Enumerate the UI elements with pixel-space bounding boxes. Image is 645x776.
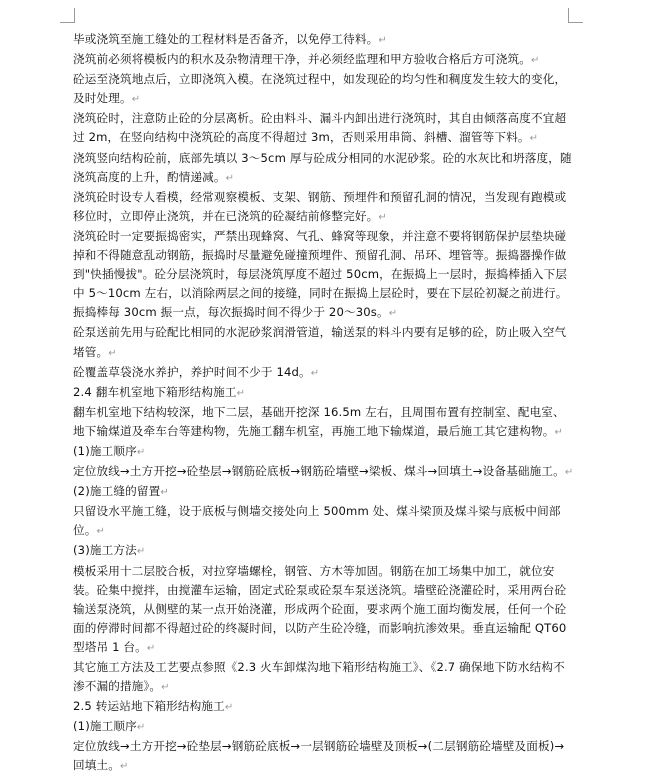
paragraph-mark: ↵: [136, 546, 146, 558]
document-body[interactable]: [73, 30, 575, 776]
paragraph-mark: ↵: [136, 722, 146, 734]
paragraph-sequence-steps: 定位放线→土方开挖→砼垫层→钢筋砼底板→钢筋砼墙壁→梁板、煤斗→回填土→设备基础施工。↵: [73, 464, 574, 479]
paragraph-dumper-room-overview: 翻车机室地下结构较深，地下二层，基础开挖深 16.5m 左右，且周围布置有控制室、配电室、地下输煤道及牵车台等建构物，先施工翻车机室，再施工地下输煤道，最后施工其它建构物。↵: [73, 404, 565, 438]
paragraph-mark: ↵: [225, 172, 235, 184]
paragraph-vertical-structure: 浇筑竖向结构砼前，底部先填以 3～5cm 厚与砼成分相同的水泥砂浆。砼的水灰比和坍落度，随浇筑高度的上升，酌情递减。↵: [73, 150, 572, 184]
paragraph-mark: ↵: [564, 467, 574, 479]
paragraph-mark: ↵: [146, 642, 156, 654]
paragraph-mark: ↵: [160, 487, 169, 499]
subheading-construction-method: (3)施工方法↵: [73, 543, 146, 558]
subheading-construction-sequence: (1)施工顺序↵: [73, 443, 146, 458]
subheading-construction-joints: (2)施工缝的留置↵: [73, 484, 169, 499]
paragraph-mark: ↵: [224, 702, 234, 714]
paragraph-concrete-delivery: 砼运至浇筑地点后，立即浇筑入模。在浇筑过程中，如发现砼的均匀性和稠度发生较大的变化，及时处理。↵: [73, 72, 567, 106]
paragraph-mark: ↵: [531, 55, 540, 67]
paragraph-method-details: 模板采用十二层胶合板，对拉穿墙螺栓，钢管、方木等加固。钢筋在加工场集中加工，就位安装。砼集中搅拌，由搅灌车运输，固定式砼泵或砼泵车泵送浇筑。墙壁砼浇灌砼时，采用两台砼输送泵浇筑，从侧壁的某一点开始浇灌，形成两个砼面，要求两个施工面均衡发展，任何一个砼面的停滞时间都不得超过砼的终凝时间，以防产生砼冷缝，而影响抗渗效果。垂直运输配 QT60 型塔吊 1 台。↵: [73, 563, 567, 654]
paragraph-mark: ↵: [108, 347, 117, 359]
heading-section-2-5: 2.5 转运站地下箱形结构施工↵: [73, 699, 234, 714]
crop-mark-top-left: [60, 8, 75, 23]
paragraph-vibration: 浇筑砼时一定要振捣密实，严禁出现蜂窝、气孔、蜂窝等现象，并注意不要将钢筋保护层垫块碰掉和不得随意乱动钢筋，振捣时尽量避免碰撞预埋件、预留孔洞、吊环、埋管等。振捣器操作做到"快插慢拔"。砼分层浇筑时，每层浇筑厚度不超过 50cm，在振捣上一层时，振捣棒插入下层中 5～10cm 左右，以消除两层之间的接缝，同时在振捣上层砼时，要在下层砼初凝之前进行。振捣棒每 30cm 振一点，每次振捣时间不得少于 20～30s。↵: [73, 228, 568, 320]
paragraph-mark: ↵: [378, 211, 387, 223]
paragraph-mark: ↵: [554, 426, 564, 438]
paragraph-mark: ↵: [161, 682, 170, 694]
paragraph-pumping: 砼泵送前先用与砼配比相同的水泥砂浆润滑管道，输送泵的料斗内要有足够的砼，防止吸入空气堵管。↵: [73, 325, 567, 359]
paragraph-curing: 砼覆盖草袋浇水养护，养护时间不少于 14d。↵: [73, 364, 320, 379]
paragraph-pre-pour-cleaning: 浇筑前必须将模板内的积水及杂物清理干净，并必须经监理和甲方验收合格后方可浇筑。↵: [73, 52, 540, 67]
heading-section-2-4: 2.4 翻车机室地下箱形结构施工↵: [73, 384, 246, 399]
paragraph-mark: ↵: [529, 133, 539, 145]
paragraph-mark: ↵: [131, 94, 141, 106]
paragraph-formwork-watch: 浇筑砼时设专人看模，经常观察模板、支架、钢筋、预埋件和预留孔洞的情况，当发现有跑模或移位时，立即停止浇筑，并在已浇筑的砼凝结前修整完好。↵: [73, 189, 567, 223]
paragraph-mark: ↵: [310, 367, 320, 379]
paragraph-mark: ↵: [136, 446, 146, 458]
paragraph-materials-ready: 毕或浇筑至施工缝处的工程材料是否备齐，以免停工待料。↵: [73, 32, 387, 46]
paragraph-mark: ↵: [236, 387, 246, 399]
paragraph-mark: ↵: [96, 526, 106, 538]
paragraph-mark: ↵: [378, 35, 387, 46]
paragraph-other-references: 其它施工方法及工艺要点参照《2.3 火车卸煤沟地下箱形结构施工》、《2.7 确保地下防水结构不渗不漏的措施》。↵: [73, 660, 565, 694]
subheading-transfer-station-sequence: (1)施工顺序↵: [73, 719, 146, 734]
paragraph-mark: ↵: [388, 308, 398, 320]
paragraph-transfer-station-steps: 定位放线→土方开挖→砼垫层→钢筋砼底板→一层钢筋砼墙壁及顶板→(二层钢筋砼墙壁及面板)→回填土。↵: [73, 739, 565, 773]
paragraph-segregation-prevention: 浇筑砼时，注意防止砼的分层离析。砼由料斗、漏斗内卸出进行浇筑时，其自由倾落高度不宜超过 2m，在竖向结构中浇筑砼的高度不得超过 3m，否则采用串筒、斜槽、溜管等下料。↵: [73, 111, 567, 145]
paragraph-joint-locations: 只留设水平施工缝，设于底板与侧墙交接处向上 500mm 处、煤斗梁顶及煤斗梁与底板中间部位。↵: [73, 504, 561, 538]
paragraph-mark: ↵: [119, 761, 129, 773]
crop-mark-top-right: [568, 8, 583, 23]
